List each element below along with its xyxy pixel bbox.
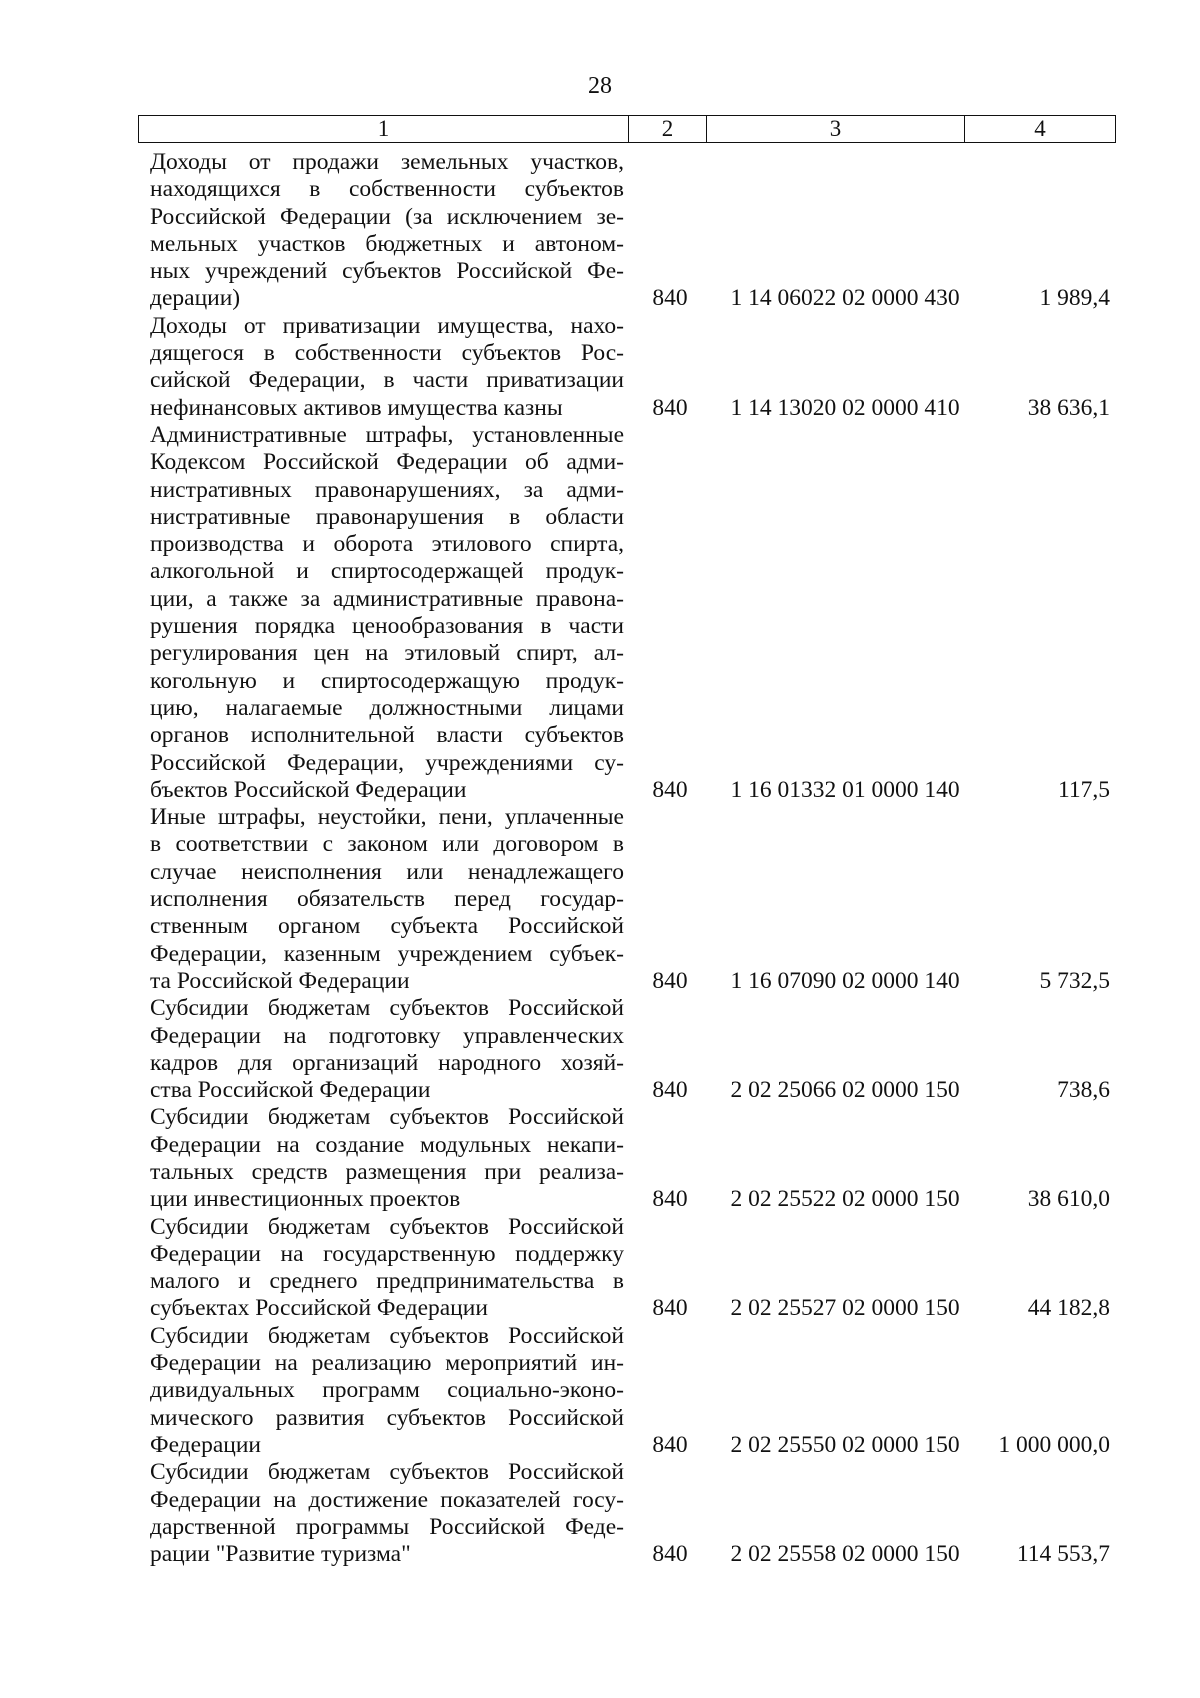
description-line: та Российской Федерации: [150, 967, 410, 994]
header-col-4: 4: [1034, 116, 1046, 141]
description-line: ственным органом субъекта Российской: [150, 913, 624, 940]
description-line: Доходы от продажи земельных участков,: [150, 149, 624, 175]
row-admin-code: 840: [652, 1186, 688, 1213]
description-line: нефинансовых активов имущества казны: [150, 394, 563, 421]
row-admin-code: 840: [652, 1541, 688, 1568]
description-line: Субсидии бюджетам субъектов Российской: [150, 1322, 624, 1349]
description-line: ных учреждений субъектов Российской Фе-: [150, 258, 624, 285]
description-line: Субсидии бюджетам субъектов Российской: [150, 1213, 624, 1240]
table-row: [138, 149, 1116, 313]
description-line: случае неисполнения или ненадлежащего: [150, 858, 624, 885]
description-line: Субсидии бюджетам субъектов Российской: [150, 1104, 624, 1131]
header-col-1: 1: [139, 116, 629, 142]
row-budget-code: 1 14 13020 02 0000 410: [730, 394, 960, 421]
row-admin-code: 840: [652, 394, 688, 421]
description-line: малого и среднего предпринимательства в: [150, 1268, 624, 1295]
description-line: Кодексом Российской Федерации об адми-: [150, 449, 624, 476]
row-admin-code: 840: [652, 1077, 688, 1104]
row-budget-code: 1 16 01332 01 0000 140: [730, 776, 960, 803]
row-amount: 1 989,4: [1039, 285, 1110, 312]
row-description: [138, 1459, 624, 1568]
row-amount: 114 553,7: [1016, 1541, 1110, 1568]
description-line: мельных участков бюджетных и автоном-: [150, 230, 624, 257]
description-line: Федерации, казенным учреждением субъек-: [150, 940, 624, 967]
description-line: ции, а также за административные правона-: [150, 585, 624, 612]
row-description: [138, 804, 624, 995]
description-line: Федерации на государственную поддержку: [150, 1240, 624, 1267]
description-line: Федерации на достижение показателей госу-: [150, 1486, 624, 1513]
description-line: дарственной программы Российской Феде-: [150, 1513, 624, 1540]
table-row: [138, 1214, 1116, 1323]
description-line: дивидуальных программ социально-эконо-: [150, 1377, 624, 1404]
table-row: [138, 422, 1116, 804]
row-amount: 44 182,8: [1027, 1295, 1110, 1322]
description-line: находящихся в собственности субъектов: [150, 176, 624, 203]
row-amount: 38 636,1: [1027, 394, 1110, 421]
row-admin-code: 840: [652, 285, 688, 312]
page-number: 28: [588, 73, 612, 99]
description-line: Российской Федерации (за исключением зе-: [150, 203, 624, 230]
header-col-2: 2: [629, 116, 707, 142]
row-amount: 738,6: [1057, 1077, 1110, 1104]
description-line: Субсидии бюджетам субъектов Российской: [150, 1459, 624, 1486]
table-row: [138, 1459, 1116, 1568]
description-line: исполнения обязательств перед государ-: [150, 886, 624, 913]
description-line: ства Российской Федерации: [150, 1077, 431, 1104]
row-budget-code: 2 02 25558 02 0000 150: [730, 1541, 960, 1568]
description-line: рации "Развитие туризма": [150, 1541, 411, 1568]
row-admin-code: 840: [652, 967, 688, 994]
table-body: [138, 149, 1116, 1568]
row-budget-code: 2 02 25522 02 0000 150: [730, 1186, 960, 1213]
description-line: Федерации на создание модульных некапи-: [150, 1131, 624, 1158]
description-line: Федерации: [150, 1431, 261, 1458]
description-line: бъектов Российской Федерации: [150, 776, 467, 803]
description-line: дерации): [150, 285, 241, 312]
row-amount: 1 000 000,0: [998, 1431, 1110, 1458]
description-line: нистративных правонарушениях, за адми-: [150, 476, 624, 503]
row-amount: 117,5: [1057, 776, 1110, 803]
description-line: цию, налагаемые должностными лицами: [150, 694, 624, 721]
row-description: [138, 313, 624, 422]
description-line: алкогольной и спиртосодержащей продук-: [150, 558, 624, 585]
description-line: субъектах Российской Федерации: [150, 1295, 488, 1322]
description-line: ции инвестиционных проектов: [150, 1186, 461, 1213]
description-line: Российской Федерации, учреждениями су-: [150, 749, 624, 776]
description-line: кадров для организаций народного хозяй-: [150, 1049, 624, 1076]
description-line: Федерации на подготовку управленческих: [150, 1022, 624, 1049]
row-budget-code: 1 14 06022 02 0000 430: [730, 285, 960, 312]
row-budget-code: 2 02 25550 02 0000 150: [730, 1431, 960, 1458]
description-line: рушения порядка ценообразования в части: [150, 613, 624, 640]
description-line: Иные штрафы, неустойки, пени, уплаченные: [150, 804, 624, 831]
description-line: Субсидии бюджетам субъектов Российской: [150, 995, 624, 1022]
row-admin-code: 840: [652, 776, 688, 803]
row-description: [138, 422, 624, 804]
description-line: когольную и спиртосодержащую продук-: [150, 667, 624, 694]
row-budget-code: 2 02 25066 02 0000 150: [730, 1077, 960, 1104]
description-line: Федерации на реализацию мероприятий ин-: [150, 1350, 624, 1377]
description-line: мического развития субъектов Российской: [150, 1404, 624, 1431]
row-admin-code: 840: [652, 1295, 688, 1322]
table-row: [138, 1104, 1116, 1213]
row-budget-code: 1 16 07090 02 0000 140: [730, 967, 960, 994]
description-line: органов исполнительной власти субъектов: [150, 722, 624, 749]
table-row: [138, 804, 1116, 995]
table-row: [138, 313, 1116, 422]
row-description: [138, 995, 624, 1104]
description-line: производства и оборота этилового спирта,: [150, 531, 624, 558]
row-description: [138, 1104, 624, 1213]
header-col-3: 3: [707, 116, 965, 142]
description-line: тальных средств размещения при реализа-: [150, 1158, 624, 1185]
table-row: [138, 1323, 1116, 1459]
description-line: Административные штрафы, установленные: [150, 421, 624, 448]
row-amount: 38 610,0: [1027, 1186, 1110, 1213]
row-description: [138, 149, 624, 313]
description-line: Доходы от приватизации имущества, нахо-: [150, 312, 624, 339]
description-line: в соответствии с законом или договором в: [150, 831, 624, 858]
table-row: [138, 995, 1116, 1104]
row-description: [138, 1323, 624, 1459]
table-header: [138, 115, 1116, 143]
row-description: [138, 1214, 624, 1323]
description-line: регулирования цен на этиловый спирт, ал-: [150, 640, 624, 667]
row-amount: 5 732,5: [1039, 967, 1110, 994]
description-line: нистративные правонарушения в области: [150, 503, 624, 530]
row-budget-code: 2 02 25527 02 0000 150: [730, 1295, 960, 1322]
row-admin-code: 840: [652, 1431, 688, 1458]
description-line: сийской Федерации, в части приватизации: [150, 367, 624, 394]
description-line: дящегося в собственности субъектов Рос-: [150, 340, 624, 367]
